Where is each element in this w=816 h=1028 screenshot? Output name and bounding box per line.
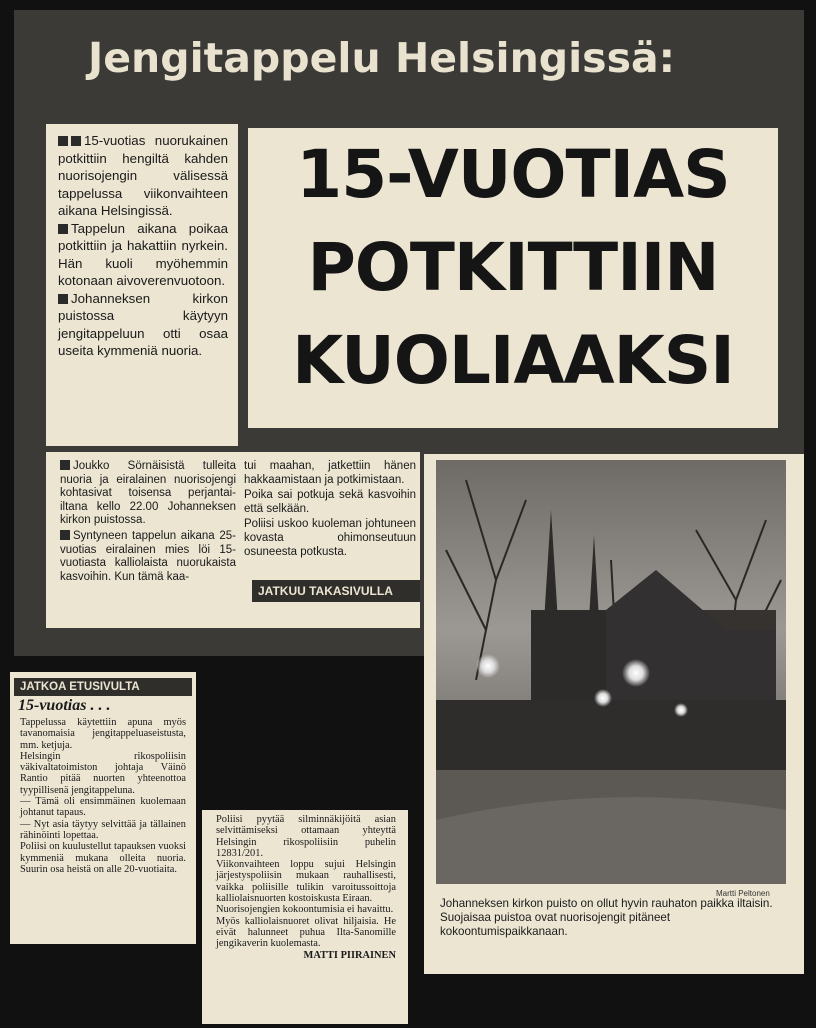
continuation-paragraph-4: — Nyt asia täytyy selvittää ja tällainen rähinöinti lopettaa. [20, 818, 186, 841]
body-paragraph-2-continued: tui maahan, jatkettiin hänen hakkaamistaan ja potkimistaan. [244, 460, 416, 486]
kicker-title: Jengitappelu Helsingissä: [88, 34, 676, 82]
intro-paragraph-1: 15-vuotias nuorukainen potkittiin hengiltä kahden nuorisojengin välisessä tappelussa viikonvaihteen aikana Helsingissä. [58, 133, 228, 218]
bullet-icon [58, 136, 68, 146]
bullet-icon [60, 460, 70, 470]
intro-paragraph-2: Tappelun aikana poikaa potkittiin ja hakattiin nyrkein. Hän kuoli myöhemmin kotonaan aivoverenvuotoon. [58, 220, 228, 288]
column3-body [216, 814, 396, 961]
body-paragraph-3: Poika sai potkuja sekä kasvoihin että selkään. [244, 489, 416, 515]
byline: MATTI PIIRAINEN [303, 949, 396, 961]
bullet-icon [58, 294, 68, 304]
church-park-photo [436, 460, 786, 884]
bullet-icon [71, 136, 81, 146]
column3-paragraph-3: Nuorisojengien kokoontumisia ei havaittu. [216, 904, 394, 916]
photo-credit: Martti Peltonen [716, 889, 770, 898]
headline-line-1: 15-VUOTIAS [296, 136, 730, 213]
continuation-paragraph-1: Tappelussa käytettiin apuna myös tavanomaisia jengitappeluaseistusta, mm. ketjuja. [20, 717, 186, 751]
bullet-icon [60, 530, 70, 540]
body-paragraph-1: Joukko Sörnäisistä tulleita nuoria ja eiralainen nuorisojengi kohtasivat toisensa perjantai-iltana kello 22.00 Johanneksen kirkon puistossa. [60, 460, 236, 527]
continuation-paragraph-5: Poliisi on kuulustellut tapauksen vuoksi kymmeniä mukana olleita nuoria. Suurin osa heistä on alle 20-vuotiaita. [20, 841, 186, 875]
body-paragraph-4: Poliisi uskoo kuoleman johtuneen kovasta ohimonseutuun osuneesta potkusta. [244, 518, 416, 558]
column3-paragraph-1: Poliisi pyytää silminnäkijöitä asian selvittämiseksi ottamaan yhteyttä Helsingin rikospoliisiin puhelin 12831/201. [216, 814, 396, 859]
body-column-2 [244, 460, 416, 561]
headline [248, 128, 778, 428]
continuation-header: JATKOA ETUSIVULTA [14, 678, 192, 696]
continuation-paragraph-2: Helsingin rikospoliisin väkivaltatoimiston johtaja Väinö Rantio pitää nuorten yhteenottoa tyypillisenä jengitappeluna. [20, 750, 186, 796]
continuation-body [20, 717, 186, 875]
intro-box [46, 124, 238, 446]
photo-caption: Johanneksen kirkon puisto on ollut hyvin rauhaton paikka iltaisin. Suojaisaa puistoa ovat nuorisojengit pitäneet kokoontumispaikkanaan. [440, 897, 773, 938]
body-paragraph-2: Syntyneen tappelun aikana 25-vuotias eiralainen mies löi 15-vuotiasta kalliolaista nuorukaista kasvoihin. Kun tämä kaa- [60, 529, 236, 583]
column3-paragraph-2: Viikonvaihteen loppu sujui Helsingin järjestyspoliisin mukaan rauhallisesti, vaikka poliisille tulikin varoitussoittoja kalliolaisnuorten kostoiskusta Eiraan. [216, 859, 396, 905]
continuation-title: 15-vuotias . . . [18, 697, 111, 714]
continuation-paragraph-3: — Tämä oli ensimmäinen kuolemaan johtanut tapaus. [20, 796, 186, 819]
headline-line-2: POTKITTIIN [307, 229, 719, 306]
column3-paragraph-4: Myös kalliolaisnuoret olivat hiljaisia. He eivät halunneet puhua Ilta-Sanomille jengikaverin kuolemasta. [216, 915, 396, 950]
church-night-image [436, 460, 786, 884]
continues-label: JATKUU TAKASIVULLA [252, 580, 420, 602]
bullet-icon [58, 224, 68, 234]
intro-paragraph-3: Johanneksen kirkon puistossa käytyyn jengitappeluun otti osaa useita kymmeniä nuoria. [58, 290, 228, 358]
headline-line-3: KUOLIAAKSI [292, 322, 734, 399]
body-column-1 [60, 460, 236, 586]
